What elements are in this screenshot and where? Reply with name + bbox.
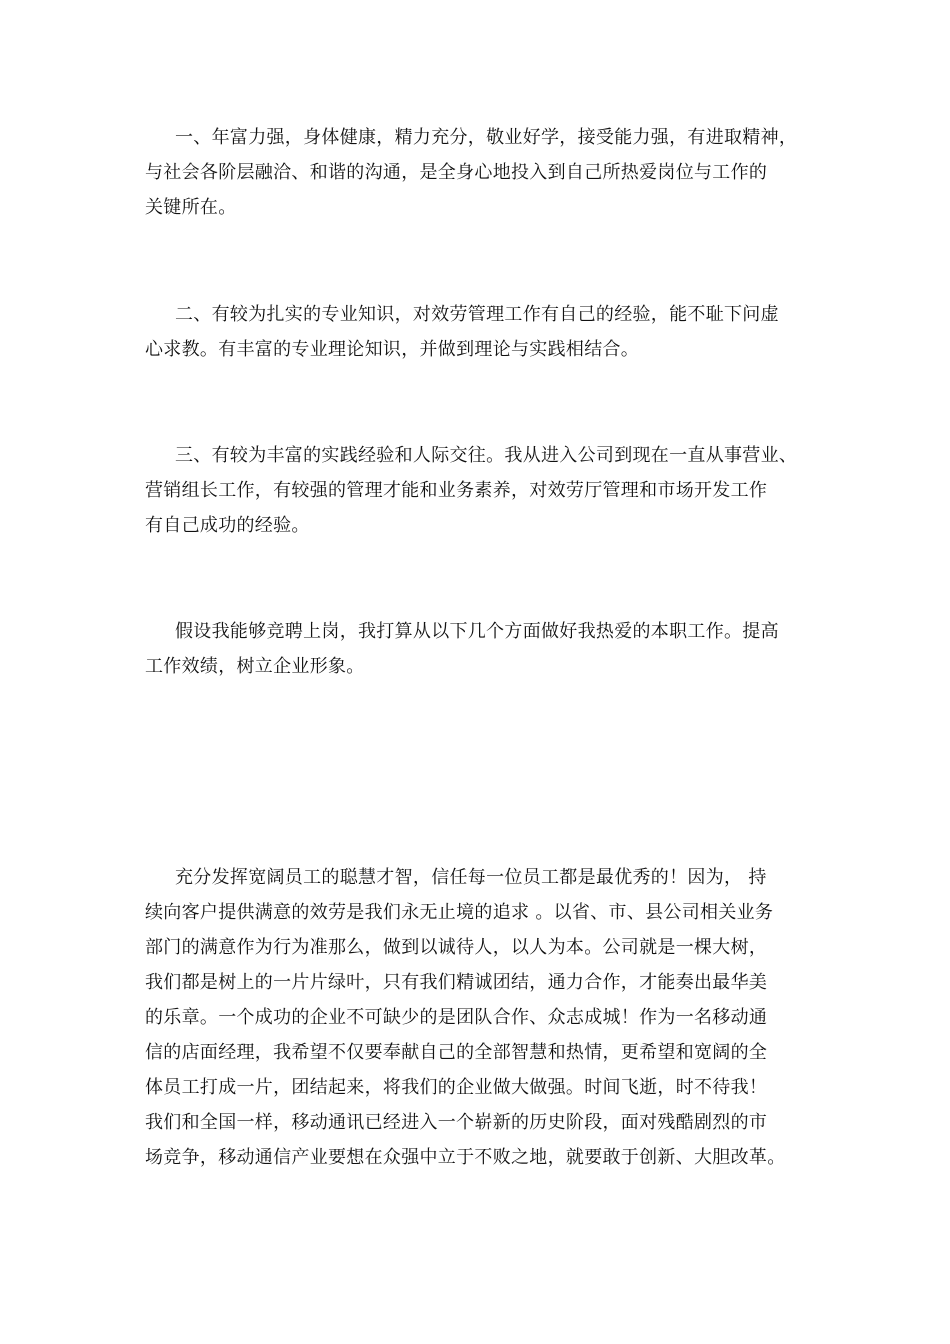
- text-line: 我们都是树上的一片片绿叶，只有我们精诚团结，通力合作，才能奏出最华美: [145, 972, 768, 993]
- text-line: 信的店面经理，我希望不仅要奉献自己的全部智慧和热情，更希望和宽阔的全: [145, 1042, 768, 1063]
- text-line: 心求教。有丰富的专业理论知识，并做到理论与实践相结合。: [145, 339, 640, 360]
- paragraph-plan-intro: [145, 614, 825, 684]
- text-line: 与社会各阶层融洽、和谐的沟通，是全身心地投入到自己所热爱岗位与工作的: [145, 162, 768, 183]
- text-line: 我们和全国一样，移动通讯已经进入一个崭新的历史阶段，面对残酷剧烈的市: [145, 1112, 768, 1133]
- text-line: 体员工打成一片，团结起来，将我们的企业做大做强。时间飞逝，时不待我！: [145, 1077, 768, 1098]
- text-line: 续向客户提供满意的效劳是我们永无止境的追求 。以省、市、县公司相关业务: [145, 902, 774, 923]
- text-line: 有自己成功的经验。: [145, 515, 310, 536]
- text-line: 一、年富力强，身体健康，精力充分，敬业好学，接受能力强，有进取精神，: [175, 127, 798, 148]
- text-line: 关键所在。: [145, 197, 237, 218]
- text-line: 营销组长工作，有较强的管理才能和业务素养，对效劳厅管理和市场开发工作: [145, 480, 768, 501]
- text-line: 部门的满意作为行为准那么，做到以诚待人，以人为本。公司就是一棵大树，: [145, 937, 768, 958]
- paragraph-strengths-1: [145, 120, 825, 225]
- text-line: 的乐章。一个成功的企业不可缺少的是团队合作、众志成城！作为一名移动通: [145, 1007, 768, 1028]
- text-line: 工作效绩，树立企业形象。: [145, 656, 365, 677]
- paragraph-teamwork: [145, 860, 825, 1175]
- paragraph-strengths-3: [145, 438, 825, 543]
- text-line: 二、有较为扎实的专业知识，对效劳管理工作有自己的经验，能不耻下问虚: [175, 304, 779, 325]
- text-line: 假设我能够竞聘上岗，我打算从以下几个方面做好我热爱的本职工作。提高: [175, 621, 779, 642]
- text-line: 三、有较为丰富的实践经验和人际交往。我从进入公司到现在一直从事营业、: [175, 445, 798, 466]
- text-line: 场竞争，移动通信产业要想在众强中立于不败之地，就要敢于创新、大胆改革。: [145, 1147, 786, 1168]
- text-line: 充分发挥宽阔员工的聪慧才智，信任每一位员工都是最优秀的！因为， 持: [175, 867, 767, 888]
- paragraph-strengths-2: [145, 297, 825, 367]
